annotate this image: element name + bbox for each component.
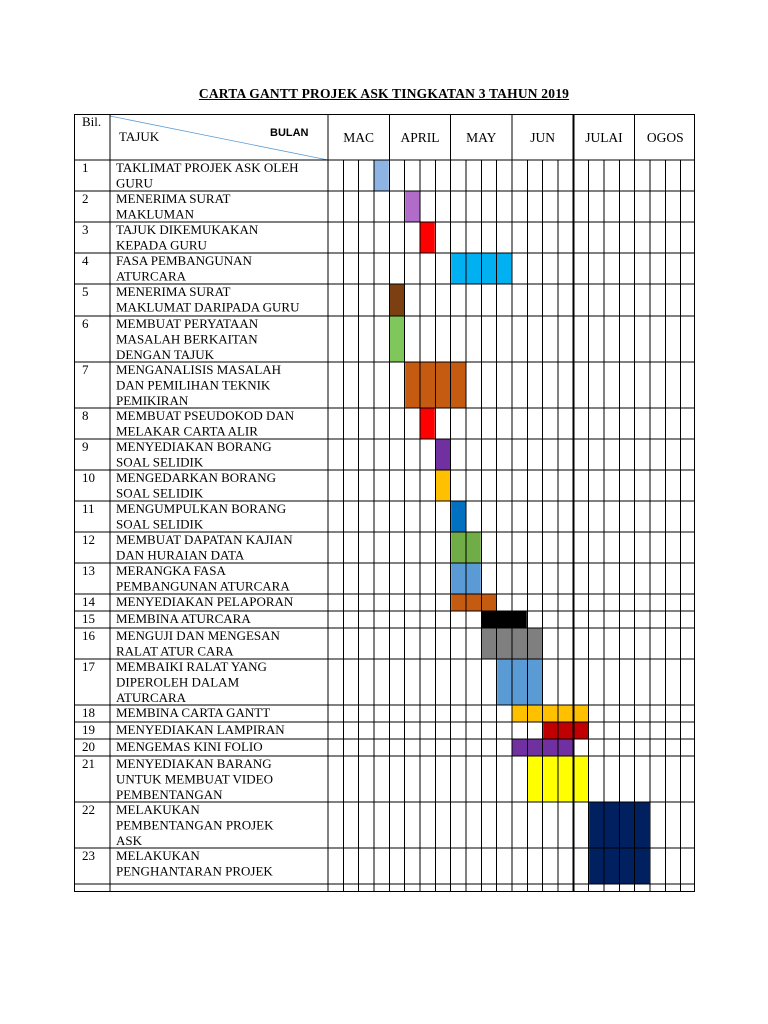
header-bulan: BULAN (270, 127, 309, 139)
month-label-may: MAY (466, 130, 497, 145)
task-name-line: MEMBINA ATURCARA (116, 611, 251, 626)
task-name-line: KEPADA GURU (116, 237, 207, 253)
document-title: CARTA GANTT PROJEK ASK TINGKATAN 3 TAHUN 2019 (198, 86, 570, 101)
task-number: 18 (82, 705, 95, 720)
gantt-bar-task-11 (451, 502, 465, 532)
task-name-line: MAKLUMAT DARIPADA GURU (116, 299, 300, 315)
task-name-line: DAN HURAIAN DATA (116, 547, 245, 563)
task-name-line: MEMBUAT DAPATAN KAJIAN (116, 532, 293, 547)
gantt-bar-task-9 (436, 440, 450, 470)
task-name-line: MEMBAIKI RALAT YANG (116, 659, 267, 674)
task-number: 12 (82, 532, 95, 547)
month-label-april: APRIL (400, 130, 440, 145)
task-name-line: UNTUK MEMBUAT VIDEO (116, 771, 273, 787)
task-number: 2 (82, 191, 89, 206)
task-number: 4 (82, 253, 89, 268)
task-name-line: SOAL SELIDIK (116, 454, 204, 470)
gantt-bar-task-2 (405, 192, 419, 222)
task-name-line: ATURCARA (116, 690, 187, 705)
task-name-line: MENERIMA SURAT (116, 191, 231, 206)
task-name-line: PENGHANTARAN PROJEK (116, 863, 273, 879)
task-name-line: SOAL SELIDIK (116, 485, 204, 501)
task-number: 21 (82, 756, 95, 771)
task-name-line: MENYEDIAKAN LAMPIRAN (116, 722, 285, 737)
task-name-line: MEMBINA CARTA GANTT (116, 705, 271, 720)
task-name-line: MEMBUAT PERYATAAN (116, 316, 259, 331)
task-number: 20 (82, 739, 95, 754)
task-number: 15 (82, 611, 95, 626)
task-name-line: DAN PEMILIHAN TEKNIK (116, 377, 271, 393)
task-number: 23 (82, 848, 95, 863)
task-name-line: MEMBUAT PSEUDOKOD DAN (116, 408, 295, 423)
task-number: 3 (82, 222, 89, 237)
gantt-grid (74, 114, 695, 892)
task-name-line: MENYEDIAKAN BORANG (116, 439, 272, 454)
task-name-line: PEMBANGUNAN ATURCARA (116, 578, 290, 594)
task-name-line: MELAKAR CARTA ALIR (116, 423, 258, 439)
task-number: 8 (82, 408, 89, 423)
task-number: 5 (82, 284, 89, 299)
task-name-line: MENGUJI DAN MENGESAN (116, 628, 280, 643)
task-number: 13 (82, 563, 95, 578)
task-name-line: MENGEDARKAN BORANG (116, 470, 276, 485)
task-name-line: MELAKUKAN (116, 802, 200, 817)
gantt-bar-task-3 (420, 223, 434, 253)
gantt-bar-task-5 (390, 285, 404, 316)
task-number: 14 (82, 594, 95, 609)
task-number: 16 (82, 628, 95, 643)
gantt-bar-task-6 (390, 317, 404, 362)
gantt-bar-task-10 (436, 471, 450, 501)
gantt-bar-task-14 (451, 595, 496, 611)
task-number: 9 (82, 439, 89, 454)
header-bil: Bil. (82, 114, 102, 129)
task-number: 11 (82, 501, 95, 516)
task-name-line: MENGEMAS KINI FOLIO (116, 739, 263, 754)
task-name-line: MAKLUMAN (116, 206, 194, 222)
task-name-line: MENERIMA SURAT (116, 284, 231, 299)
task-name-line: MENYEDIAKAN PELAPORAN (116, 594, 294, 609)
task-name-line: MENYEDIAKAN BARANG (116, 756, 272, 771)
task-number: 6 (82, 316, 89, 331)
task-number: 7 (82, 362, 89, 377)
month-label-mac: MAC (343, 130, 375, 145)
task-name-line: MELAKUKAN (116, 848, 200, 863)
task-name-line: MERANGKA FASA (116, 563, 226, 578)
task-name-line: MENGUMPULKAN BORANG (116, 501, 287, 516)
month-label-ogos: OGOS (646, 130, 684, 145)
task-name-line: ATURCARA (116, 268, 187, 284)
task-name-line: MASALAH BERKAITAN (116, 331, 258, 347)
gantt-bar-task-18 (512, 706, 588, 722)
task-name-line: MENGANALISIS MASALAH (116, 362, 282, 377)
task-name-line: DENGAN TAJUK (116, 347, 215, 362)
task-name-line: PEMBENTANGAN (116, 787, 223, 802)
task-number: 1 (82, 160, 89, 175)
gantt-bar-task-15 (482, 612, 527, 628)
task-name-line: GURU (116, 175, 153, 191)
task-number: 17 (82, 659, 95, 674)
task-number: 22 (82, 802, 95, 817)
gantt-chart (74, 114, 695, 892)
gantt-bar-task-17 (497, 660, 542, 705)
task-name-line: ASK (116, 833, 143, 848)
header-tajuk: TAJUK (119, 129, 160, 144)
task-name-line: FASA PEMBANGUNAN (116, 253, 252, 268)
task-name-line: TAKLIMAT PROJEK ASK OLEH (116, 160, 299, 175)
month-label-julai: JULAI (585, 130, 623, 145)
task-name-line: DIPEROLEH DALAM (116, 674, 240, 690)
task-name-line: SOAL SELIDIK (116, 516, 204, 532)
gantt-bar-task-1 (374, 161, 388, 191)
task-number: 19 (82, 722, 95, 737)
task-name-line: RALAT ATUR CARA (116, 643, 234, 659)
task-name-line: TAJUK DIKEMUKAKAN (116, 222, 259, 237)
task-name-line: PEMBENTANGAN PROJEK (116, 817, 274, 833)
month-label-jun: JUN (530, 130, 556, 145)
task-number: 10 (82, 470, 95, 485)
gantt-bar-task-8 (420, 409, 434, 439)
task-name-line: PEMIKIRAN (116, 393, 189, 408)
gantt-bar-task-19 (543, 723, 588, 739)
